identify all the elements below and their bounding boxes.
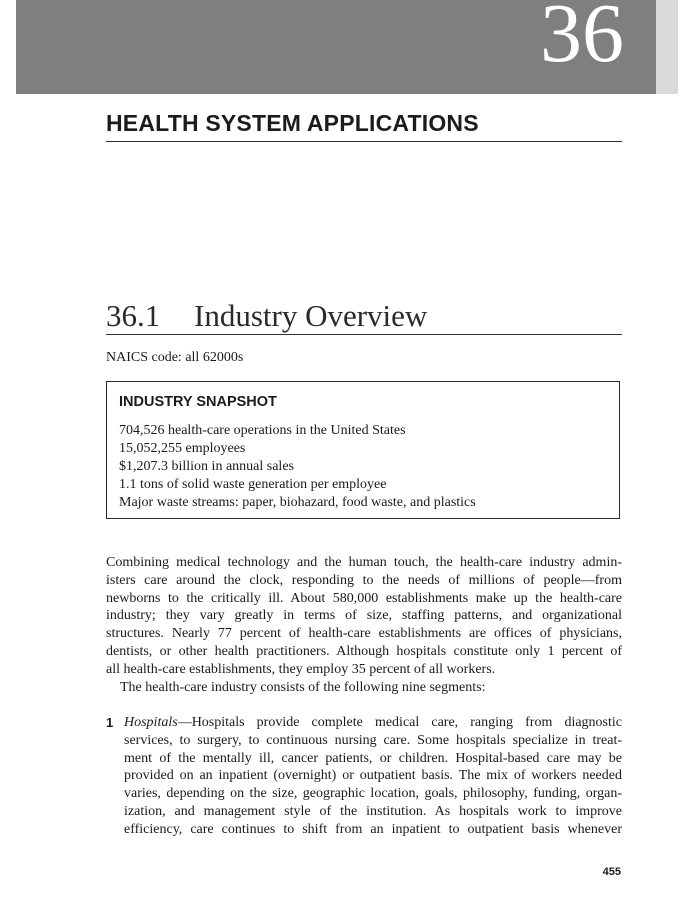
snapshot-title: INDUSTRY SNAPSHOT: [119, 394, 277, 410]
list-term: Hospitals: [124, 715, 178, 730]
section-rule: [106, 334, 622, 335]
paragraph-line: dentists, or other health practitioners. Although hospitals constitute only 1 percent of: [106, 643, 622, 659]
snapshot-item: 1.1 tons of solid waste generation per employee: [119, 477, 387, 492]
section-number: 36.1: [106, 298, 161, 333]
body-paragraph: [106, 554, 622, 696]
paragraph-line: newborns to the critically ill. About 580,000 establishments make up the health-care: [106, 590, 622, 606]
snapshot-item: $1,207.3 billion in annual sales: [119, 459, 294, 474]
section-heading: [106, 298, 427, 334]
chapter-header-bar: [16, 0, 678, 94]
page-number: 455: [602, 866, 621, 878]
naics-code: NAICS code: all 62000s: [106, 350, 244, 365]
list-line: services, to surgery, to continuous nursing care. Some hospitals specialize in treat-: [124, 732, 622, 748]
list-line: ization, and management style of the institution. As hospitals work to improve: [124, 804, 622, 819]
segments-intro: The health-care industry consists of the following nine segments:: [120, 679, 486, 695]
snapshot-list: [119, 422, 476, 512]
snapshot-item: 704,526 health-care operations in the United States: [119, 423, 406, 438]
list-number: 1: [106, 715, 114, 730]
chapter-title: HEALTH SYSTEM APPLICATIONS: [106, 110, 479, 136]
title-rule: [106, 141, 622, 142]
paragraph-line: isters care around the clock, responding to the needs of millions of people—from: [106, 572, 622, 588]
industry-snapshot-box: [106, 381, 620, 519]
paragraph-line: structures. Nearly 77 percent of health-care establishments are offices of physicians,: [106, 626, 622, 642]
list-line: efficiency, care continues to shift from an inpatient to outpatient basis whenever: [124, 821, 622, 837]
snapshot-item: Major waste streams: paper, biohazard, food waste, and plastics: [119, 495, 476, 510]
paragraph-line: all health-care establishments, they employ 35 percent of all workers.: [106, 661, 496, 677]
list-text: —Hospitals provide complete medical care, ranging from diagnostic: [177, 715, 622, 730]
paragraph-line: industry; they vary greatly in terms of size, staffing patterns, and organizational: [106, 608, 622, 624]
chapter-number: 36: [540, 0, 624, 80]
list-line: provided on an inpatient (overnight) or outpatient basis. The mix of workers needed: [124, 768, 622, 784]
header-edge-strip: [656, 0, 678, 94]
list-line: ment of the mentally ill, cancer patients, or children. Hospital-based care may be: [124, 750, 622, 766]
list-line: varies, depending on the size, geographic location, goals, philosophy, funding, organ-: [124, 786, 622, 802]
list-line: [124, 714, 622, 732]
section-title: Industry Overview: [194, 298, 428, 333]
snapshot-item: 15,052,255 employees: [119, 441, 246, 456]
paragraph-line: Combining medical technology and the human touch, the health-care industry admin-: [106, 555, 622, 570]
